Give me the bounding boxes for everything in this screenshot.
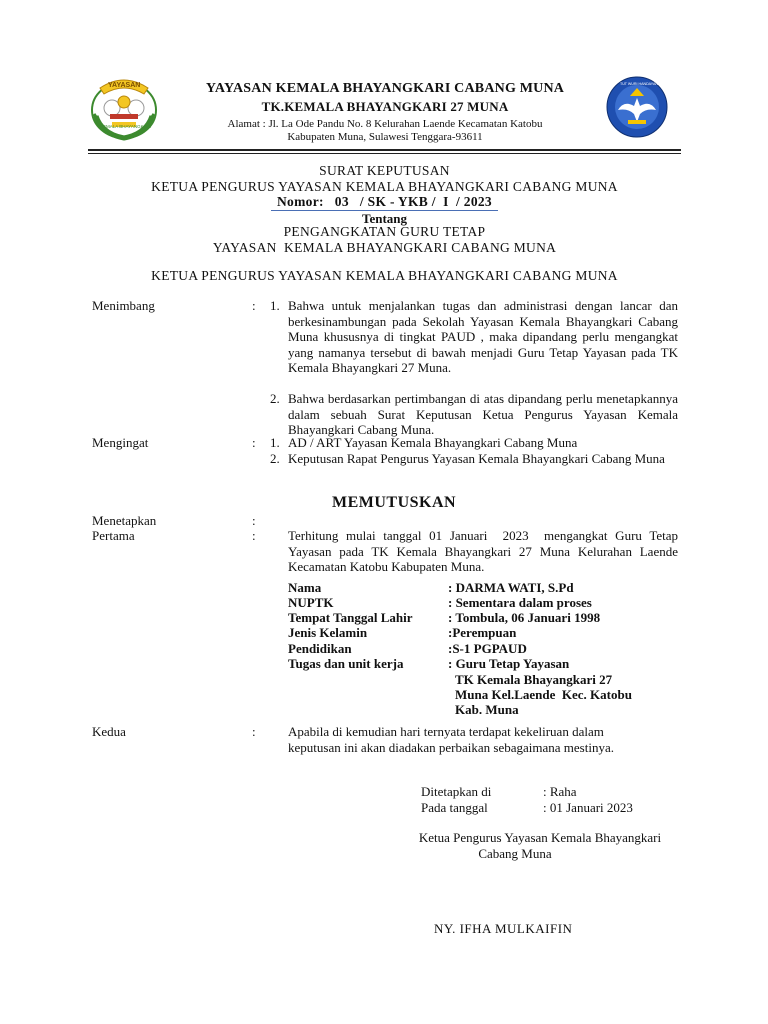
mengingat-item-1: AD / ART Yayasan Kemala Bhayangkari Cabang Muna <box>288 435 578 450</box>
doc-number <box>88 194 681 210</box>
org-name: YAYASAN KEMALA BHAYANGKARI CABANG MUNA <box>205 81 565 96</box>
mengingat-label: Mengingat <box>92 435 149 450</box>
right-logo-text: TUT WURI HANDAYANI <box>620 82 659 86</box>
pertama-label: Pertama <box>92 528 135 543</box>
place-label: Ditetapkan di <box>421 784 492 799</box>
kedua-text-line-2: keputusan ini akan diadakan perbaikan sebagaimana mestinya. <box>288 740 614 755</box>
memutuskan-heading: MEMUTUSKAN <box>332 494 457 511</box>
field-unit-label: Tugas dan unit kerja <box>288 656 404 671</box>
menetapkan-colon: : <box>252 513 256 528</box>
subject-line-1: PENGANGKATAN GURU TETAP <box>283 224 486 239</box>
right-logo <box>606 76 668 138</box>
mengingat-item-2: Keputusan Rapat Pengurus Yayasan Kemala Bhayangkari Cabang Muna <box>288 451 665 466</box>
header-rule-thick <box>88 149 681 151</box>
field-education-label: Pendidikan <box>288 641 352 656</box>
field-gender-value: :Perempuan <box>448 625 517 640</box>
kedua-text-line-1: Apabila di kemudian hari ternyata terdapat kekeliruan dalam <box>288 724 604 739</box>
field-nuptk-value: : Sementara dalam proses <box>448 595 592 610</box>
doc-number-text: Nomor: 03 / SK - YKB / I / 2023 <box>271 194 498 211</box>
subject-line-2: YAYASAN KEMALA BHAYANGKARI CABANG MUNA <box>212 240 557 255</box>
menimbang-colon: : <box>252 298 256 313</box>
header-rule-thin <box>88 153 681 154</box>
issuer-repeat: KETUA PENGURUS YAYASAN KEMALA BHAYANGKARI CABANG MUNA <box>151 268 618 283</box>
address-line-1: Alamat : Jl. La Ode Pandu No. 8 Kelurahan Laende Kecamatan Katobu <box>227 118 543 130</box>
field-ttl-label: Tempat Tanggal Lahir <box>288 610 413 625</box>
issuer: KETUA PENGURUS YAYASAN KEMALA BHAYANGKARI CABANG MUNA <box>151 179 618 194</box>
date-value: : 01 Januari 2023 <box>543 800 633 815</box>
date-label: Pada tanggal <box>421 800 488 815</box>
mengingat-item-num-2: 2. <box>270 451 280 466</box>
signer-title-line-2: Cabang Muna <box>478 846 552 861</box>
address-line-2: Kabupaten Muna, Sulawesi Tenggara-93611 <box>287 131 483 143</box>
left-logo <box>88 70 160 142</box>
field-unit-value: : Guru Tetap Yayasan <box>448 656 570 671</box>
menimbang-label: Menimbang <box>92 298 155 313</box>
pertama-text: Terhitung mulai tanggal 01 Januari 2023 mengangkat Guru Tetap Yayasan pada TK Kemala Bhayangkari 27 Muna Kelurahan Laende Kecamatan Katobu Kabupaten Muna. <box>288 528 682 574</box>
menimbang-item-2: Bahwa berdasarkan pertimbangan di atas dipandang perlu menetapkannya dalam sebuah Surat Keputusan Ketua Pengurus Yayasan Kemala Bhayangkari Cabang Muna. <box>288 391 678 437</box>
signer-name: NY. IFHA MULKAIFIN <box>434 921 573 936</box>
field-unit-line-2: TK Kemala Bhayangkari 27 <box>455 672 613 687</box>
field-gender-label: Jenis Kelamin <box>288 625 368 640</box>
field-nuptk-label: NUPTK <box>288 595 334 610</box>
menetapkan-label: Menetapkan <box>92 513 157 528</box>
mengingat-item-num-1: 1. <box>270 435 280 450</box>
left-logo-subtext: KEMALA BHAYANGKARI <box>100 124 152 129</box>
kedua-colon: : <box>252 724 256 739</box>
field-unit-line-3: Muna Kel.Laende Kec. Katobu <box>455 687 632 702</box>
field-unit-line-4: Kab. Muna <box>455 702 519 717</box>
school-name: TK.KEMALA BHAYANGKARI 27 MUNA <box>261 99 509 114</box>
field-ttl-value: : Tombula, 06 Januari 1998 <box>448 610 601 625</box>
about-label: Tentang <box>361 211 408 226</box>
signer-title-line-1: Ketua Pengurus Yayasan Kemala Bhayangkari <box>418 830 662 845</box>
field-nama-label: Nama <box>288 580 322 595</box>
field-nama-value: : DARMA WATI, S.Pd <box>448 580 574 595</box>
menimbang-item-num-2: 2. <box>270 391 280 406</box>
field-education-value: :S-1 PGPAUD <box>448 641 527 656</box>
menimbang-item-1: Bahwa untuk menjalankan tugas dan administrasi dengan lancar dan berkesinambungan pada Sekolah Yayasan Kemala Bhayangkari Cabang Muna khususnya di tingkat PAUD , maka dipandang perlu mengangkat yang namanya tersebut di bawah menjadi Guru Tetap Yayasan pada TK Kemala Bhayangkari 27 Muna. <box>288 298 678 375</box>
mengingat-colon: : <box>252 435 256 450</box>
place-value: : Raha <box>543 784 577 799</box>
yayasan-emblem-icon <box>88 70 160 142</box>
kedua-label: Kedua <box>92 724 126 739</box>
doc-type: SURAT KEPUTUSAN <box>319 163 450 178</box>
menimbang-item-num-1: 1. <box>270 298 280 313</box>
pertama-colon: : <box>252 528 256 543</box>
left-logo-text: YAYASAN <box>108 82 141 89</box>
